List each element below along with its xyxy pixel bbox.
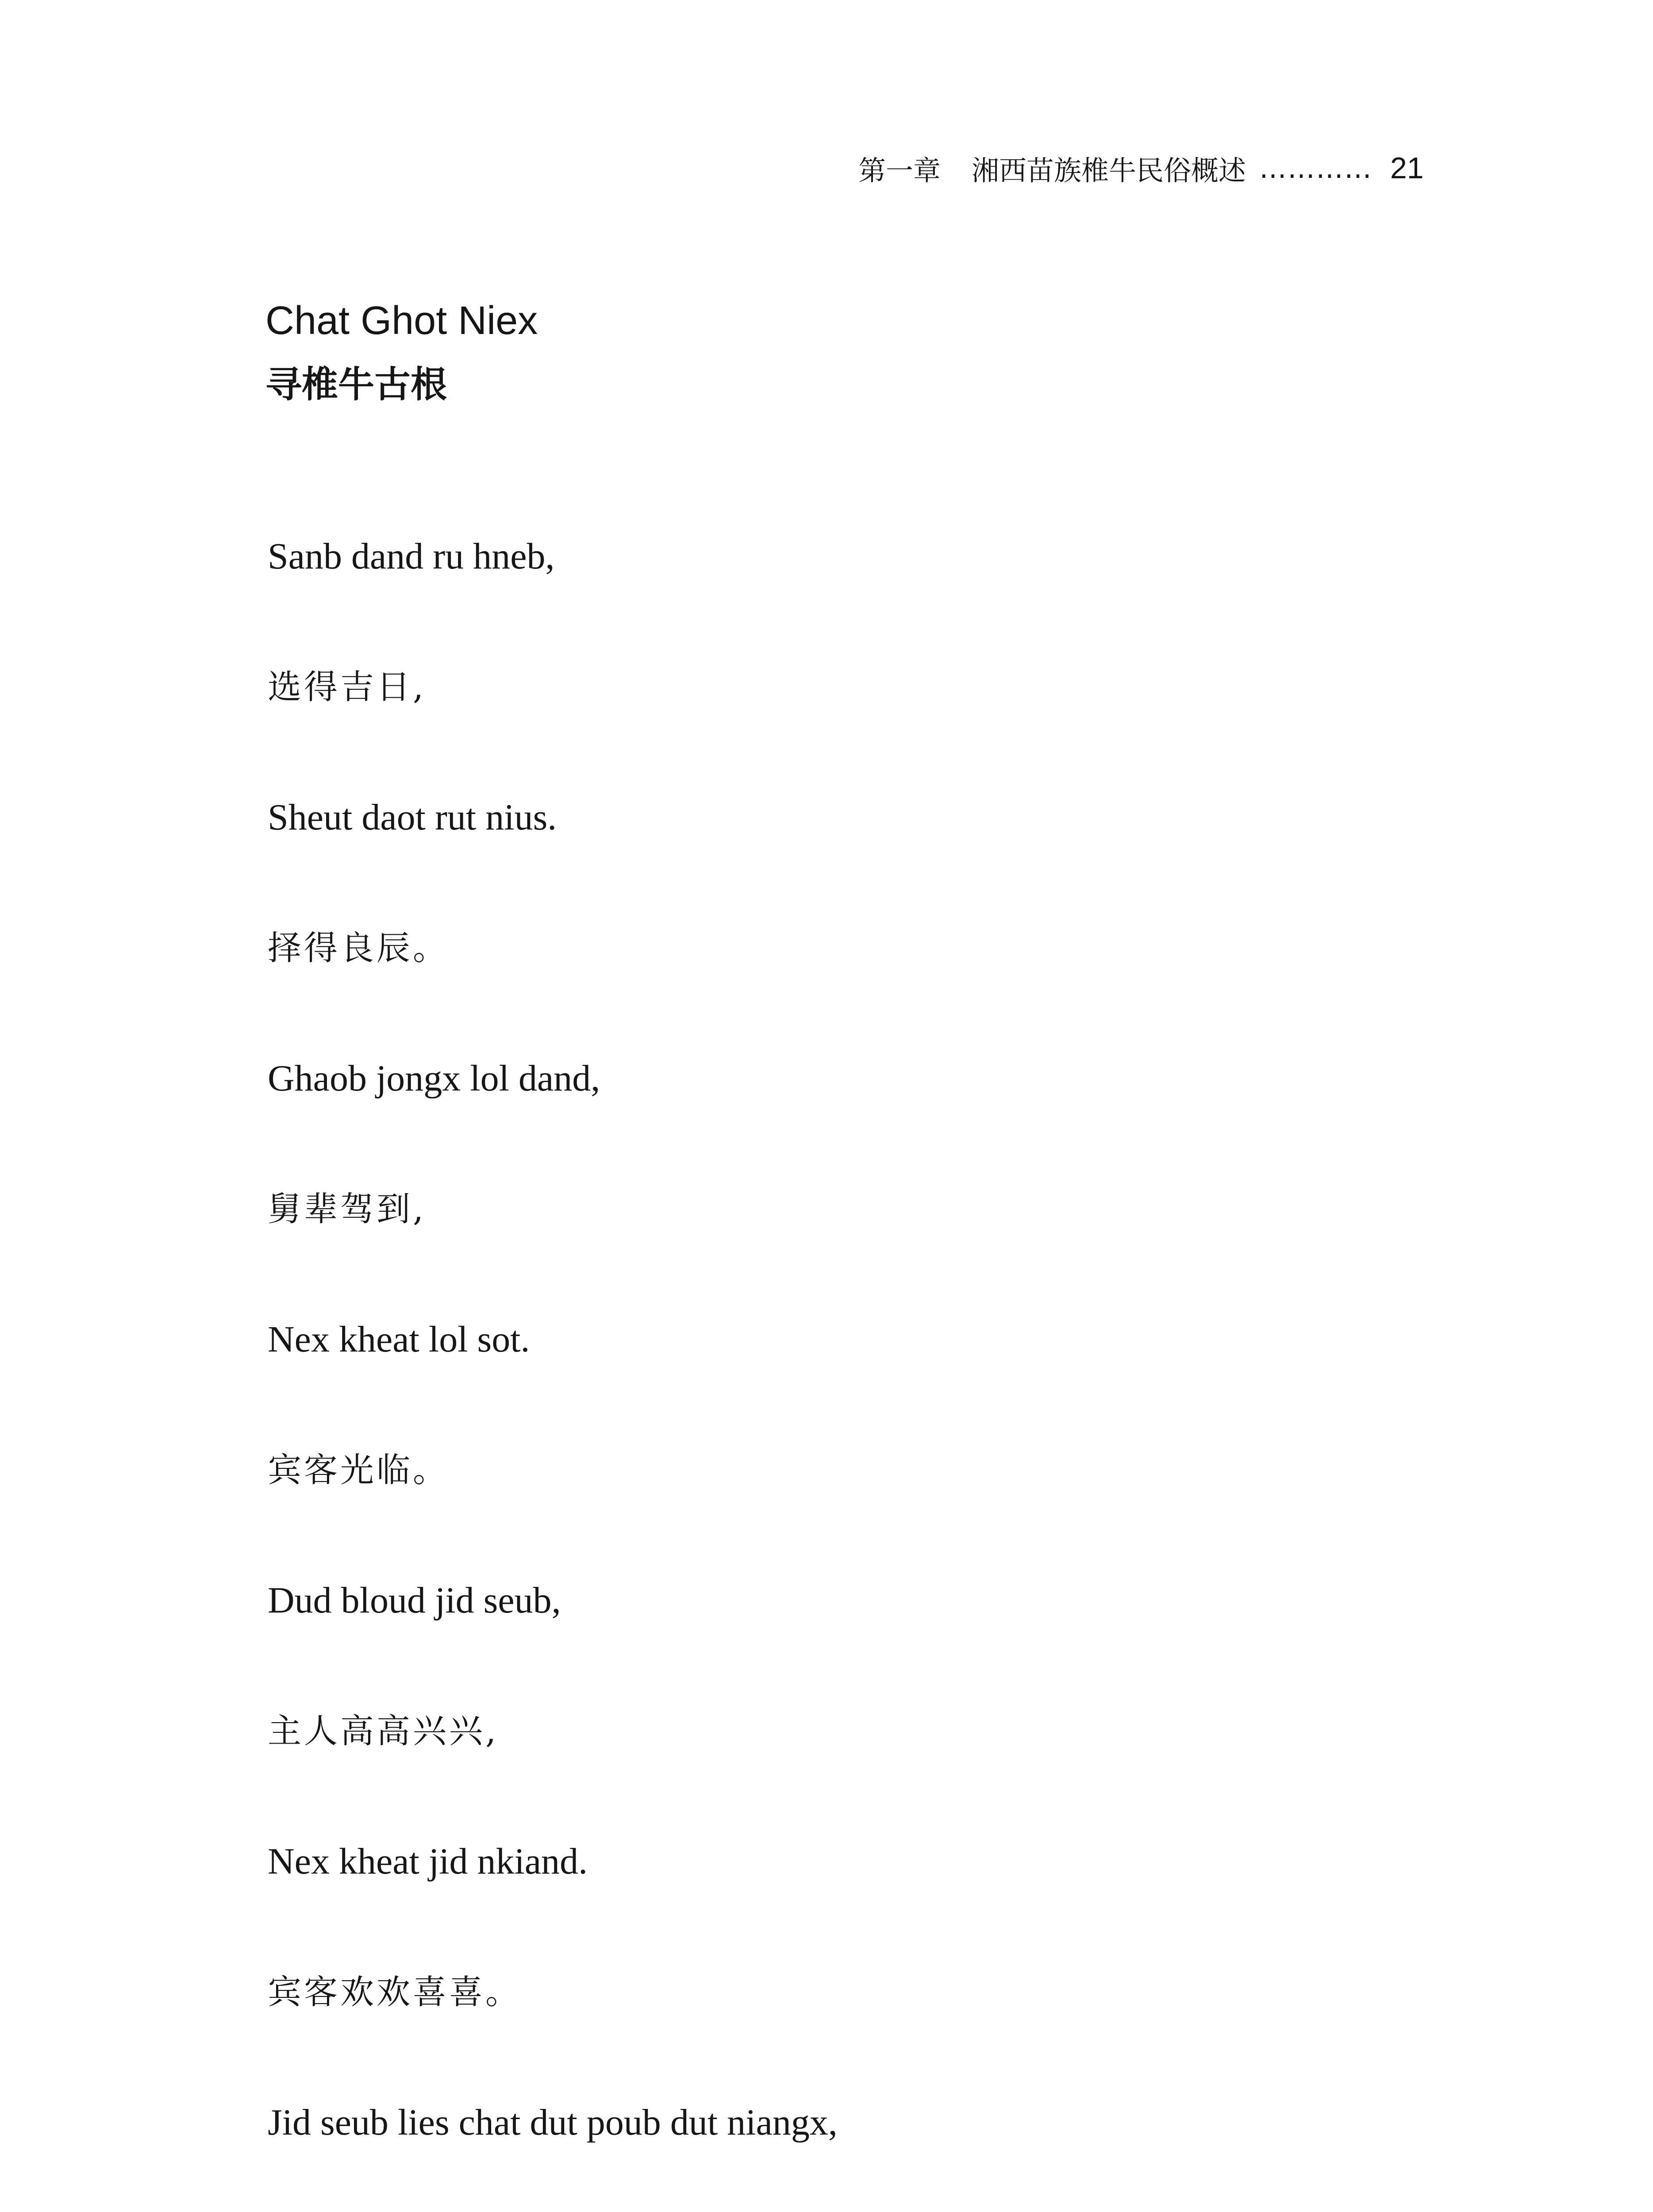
verse-line-roman: Sanb dand ru hneb, — [268, 536, 555, 577]
verse-line-chinese: 舅辈驾到, — [268, 1189, 427, 1229]
verse-line-roman: Nex kheat jid nkiand. — [268, 1841, 588, 1882]
verse-line-roman: Jid seub lies chat dut poub dut niangx, — [268, 2102, 838, 2143]
chapter-number: 第一章 — [858, 154, 941, 187]
dot-leader: ………… — [1259, 152, 1373, 184]
verse-line-chinese: 主人高高兴兴, — [268, 1711, 499, 1751]
chapter-title: 湘西苗族椎牛民俗概述 — [972, 154, 1246, 187]
section-title-roman: Chat Ghot Niex — [265, 299, 538, 343]
verse-line-roman: Dud bloud jid seub, — [268, 1580, 561, 1621]
verse-line-chinese: 宾客欢欢喜喜。 — [268, 1972, 522, 2012]
verse-line-chinese: 选得吉日, — [268, 667, 427, 707]
verse-line-roman: Sheut daot rut nius. — [268, 797, 557, 838]
verse-line-roman: Nex kheat lol sot. — [268, 1319, 530, 1360]
verse-line-roman: Ghaob jongx lol dand, — [268, 1058, 600, 1099]
section-heading — [265, 292, 1327, 414]
verse-line-chinese: 择得良辰。 — [268, 928, 449, 968]
running-header — [858, 146, 1434, 190]
verse-body — [268, 491, 1507, 2212]
verse-line-chinese — [268, 2188, 1507, 2212]
verse-line-chinese: 宾客光临。 — [268, 1450, 449, 1490]
section-title-chinese: 寻椎牛古根 — [265, 364, 447, 406]
page-number: 21 — [1390, 151, 1424, 185]
